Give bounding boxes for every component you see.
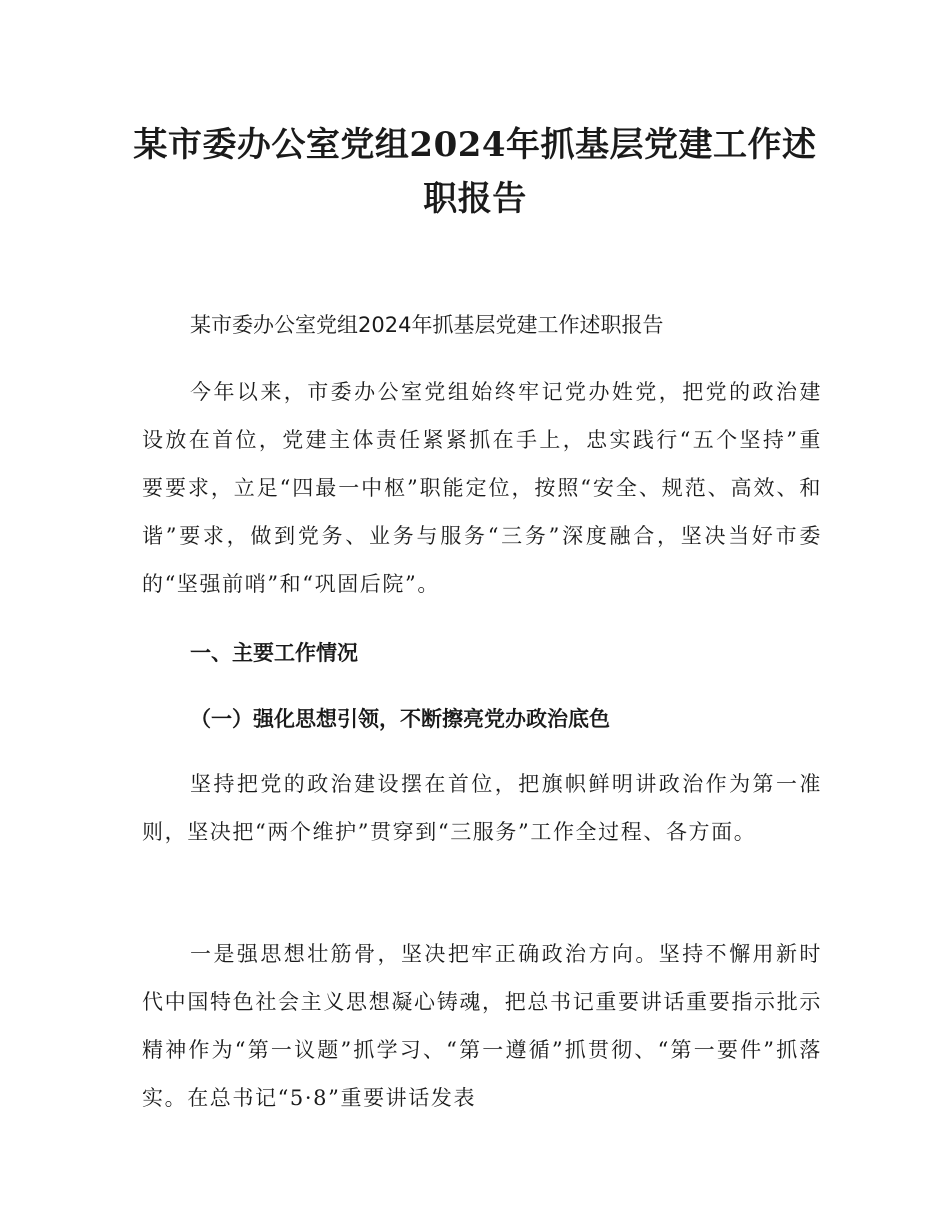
subsection-heading-1: （一）强化思想引领，不断擦亮党办政治底色 [190, 707, 610, 731]
point1-paragraph: 一是强思想壮筋骨，坚决把牢正确政治方向。坚持不懈用新时代中国特色社会主义思想凝心铸魂，把总书记重要讲话重要指示批示精神作为“第一议题”抓学习、“第一遵循”抓贯彻、“第一要件”抓落实。在总书记“5·8”重要讲话发表 [142, 942, 822, 1110]
section1-intro-paragraph: 坚持把党的政治建设摆在首位，把旗帜鲜明讲政治作为第一准则，坚决把“两个维护”贯穿到“三服务”工作全过程、各方面。 [142, 772, 822, 844]
document-title: 某市委办公室党组2024年抓基层党建工作述职报告 [133, 125, 817, 219]
intro-paragraph: 今年以来，市委办公室党组始终牢记党办姓党，把党的政治建设放在首位，党建主体责任紧紧抓在手上，忠实践行“五个坚持”重要要求，立足“四最一中枢”职能定位，按照“安全、规范、高效、和谐”要求，做到党务、业务与服务“三务”深度融合，坚决当好市委的“坚强前哨”和“巩固后院”。 [142, 380, 822, 596]
section-heading-1: 一、主要工作情况 [190, 641, 358, 665]
document-subtitle: 某市委办公室党组2024年抓基层党建工作述职报告 [190, 313, 664, 337]
